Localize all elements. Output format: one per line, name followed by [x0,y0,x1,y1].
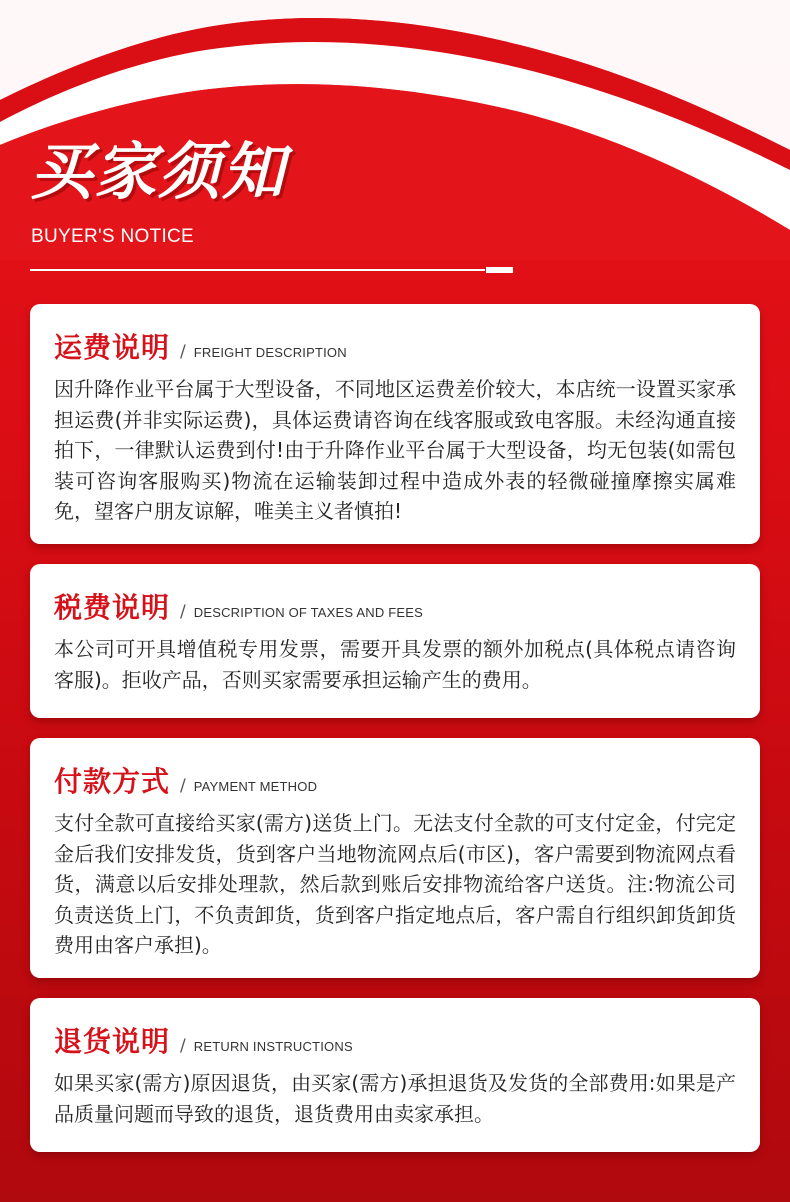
header-divider [30,269,485,271]
section-header [54,586,736,624]
section-card-return [30,998,760,1152]
section-header [54,326,736,364]
section-title-separator: / [180,602,186,622]
page-title: 买家须知 [30,135,287,208]
header-divider-accent [486,267,513,273]
section-title: 税费说明 [54,591,171,624]
section-title: 退货说明 [54,1025,171,1058]
page-subtitle: BUYER'S NOTICE [31,226,195,247]
section-title: 运费说明 [54,331,171,364]
section-body: 支付全款可直接给买家(需方)送货上门。无法支付全款的可支付定金，付完定金后我们安排发货，货到客户当地物流网点后(市区)，客户需要到物流网点看货，满意以后安排处理款，然后款到账后安排物流给客户送货。注:物流公司负责送货上门，不负责卸货，货到客户指定地点后，客户需自行组织卸货卸货费用由客户承担)。 [54,811,736,957]
section-subtitle: RETURN INSTRUCTIONS [193,1039,353,1054]
section-body: 因升降作业平台属于大型设备，不同地区运费差价较大，本店统一设置买家承担运费(并非实际运费)，具体运费请咨询在线客服或致电客服。未经沟通直接拍下，一律默认运费到付!由于升降作业平台属于大型设备，均无包装(如需包装可咨询客服购买)物流在运输装卸过程中造成外表的轻微碰撞摩擦实属难免，望客户朋友谅解，唯美主义者慎拍! [54,377,736,523]
section-subtitle: DESCRIPTION OF TAXES AND FEES [193,605,424,620]
header-wave-decoration [0,0,790,260]
section-body: 本公司可开具增值税专用发票，需要开具发票的额外加税点(具体税点请咨询客服)。拒收产品，否则买家需要承担运输产生的费用。 [54,637,736,692]
section-header [54,1020,736,1058]
section-title: 付款方式 [54,765,171,798]
section-subtitle: FREIGHT DESCRIPTION [193,345,347,360]
section-subtitle: PAYMENT METHOD [193,779,318,794]
section-card-taxes [30,564,760,718]
section-card-freight [30,304,760,544]
section-card-payment [30,738,760,978]
section-title-separator: / [180,1036,186,1056]
section-body: 如果买家(需方)原因退货，由买家(需方)承担退货及发货的全部费用:如果是产品质量问题而导致的退货，退货费用由卖家承担。 [54,1071,736,1126]
section-header [54,760,736,798]
section-title-separator: / [180,776,186,796]
section-title-separator: / [180,342,186,362]
